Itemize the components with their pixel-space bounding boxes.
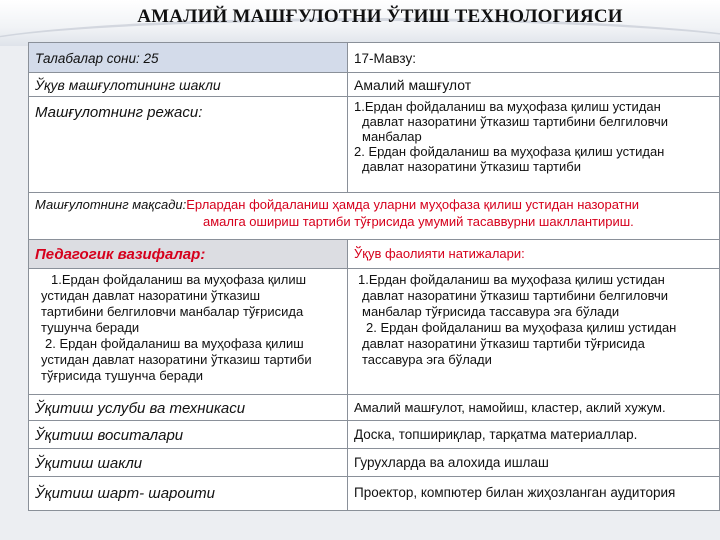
goal-text: Ерлардан фойдаланиш ҳамда уларни муҳофаза қилиш устидан назоратни — [186, 197, 640, 212]
learning-results-value — [348, 269, 720, 395]
table-row — [28, 97, 720, 193]
table-row — [28, 395, 720, 421]
task-line: 2. Ердан фойдаланиш ва муҳофаза қилиш — [45, 336, 304, 351]
form-value: Амалий машғулот — [348, 73, 720, 97]
plan-line: 2. Ердан фойдаланиш ва муҳофаза қилиш устидан — [354, 144, 665, 159]
slide-bottom — [0, 520, 720, 540]
task-line: устидан давлат назоратини ўтказиш — [41, 288, 261, 303]
format-label: Ўқитиш шакли — [28, 449, 348, 477]
table-row — [28, 477, 720, 511]
methods-value: Амалий машғулот, намойиш, кластер, аклий хужум. — [348, 395, 720, 421]
result-line: 1.Ердан фойдаланиш ва муҳофаза қилиш устидан — [358, 272, 665, 287]
table-row — [28, 42, 720, 73]
format-value: Гурухларда ва алохида ишлаш — [348, 449, 720, 477]
slide-title: АМАЛИЙ МАШҒУЛОТНИ ЎТИШ ТЕХНОЛОГИЯСИ — [137, 6, 623, 27]
conditions-label: Ўқитиш шарт- шароити — [28, 477, 348, 511]
pedagogical-tasks-value — [28, 269, 348, 395]
result-line: тассавура эга бўлади — [362, 352, 492, 367]
tools-value: Доска, топшириқлар, тарқатма материаллар. — [348, 421, 720, 449]
plan-line: 1.Ердан фойдаланиш ва муҳофаза қилиш устидан — [354, 99, 661, 114]
result-line: давлат назоратини ўтказиш тартиби тўғрисида — [362, 336, 645, 351]
table-row — [28, 73, 720, 97]
students-count: Талабалар сони: 25 — [28, 42, 348, 73]
form-label: Ўқув машғулотининг шакли — [28, 73, 348, 97]
plan-line: давлат назоратини ўтказиш тартиби — [362, 159, 581, 174]
result-line: 2. Ердан фойдаланиш ва муҳофаза қилиш устидан — [366, 320, 677, 335]
task-line: устидан давлат назоратини ўтказиш тартиби — [41, 352, 312, 367]
plan-label: Машғулотнинг режаси: — [28, 97, 348, 193]
pedagogical-tasks-label: Педагогик вазифалар: — [28, 240, 348, 269]
table-row — [28, 449, 720, 477]
table-row — [28, 421, 720, 449]
task-line: тушунча беради — [41, 320, 140, 335]
result-line: давлат назоратини ўтказиш тартибини белгиловчи — [362, 288, 669, 303]
task-line: 1.Ердан фойдаланиш ва муҳофаза қилиш — [51, 272, 307, 287]
plan-value — [348, 97, 720, 193]
conditions-value: Проектор, компютер билан жиҳозланган аудитория — [348, 477, 720, 511]
goal-text-continued: амалга ошириш тартиби тўғрисида умумий тасаввурни шакллантириш. — [203, 214, 634, 229]
table-row — [28, 240, 720, 269]
learning-results-label: Ўқув фаолияти натижалари: — [348, 240, 720, 269]
topic-number: 17-Мавзу: — [348, 42, 720, 73]
task-line: тартибини белгиловчи манбалар тўғрисида — [41, 304, 304, 319]
task-line: тўғрисида тушунча беради — [41, 368, 204, 383]
plan-line: манбалар — [362, 129, 422, 144]
result-line: манбалар тўғрисида тассавура эга бўлади — [362, 304, 620, 319]
table-row — [28, 269, 720, 395]
lesson-table — [28, 42, 720, 520]
table-row — [28, 193, 720, 240]
plan-line: давлат назоратини ўтказиш тартибини белгиловчи — [362, 114, 669, 129]
goal-label: Машғулотнинг мақсади: — [35, 197, 187, 212]
methods-label: Ўқитиш услуби ва техникаси — [28, 395, 348, 421]
goal-cell — [28, 193, 720, 240]
tools-label: Ўқитиш воситалари — [28, 421, 348, 449]
